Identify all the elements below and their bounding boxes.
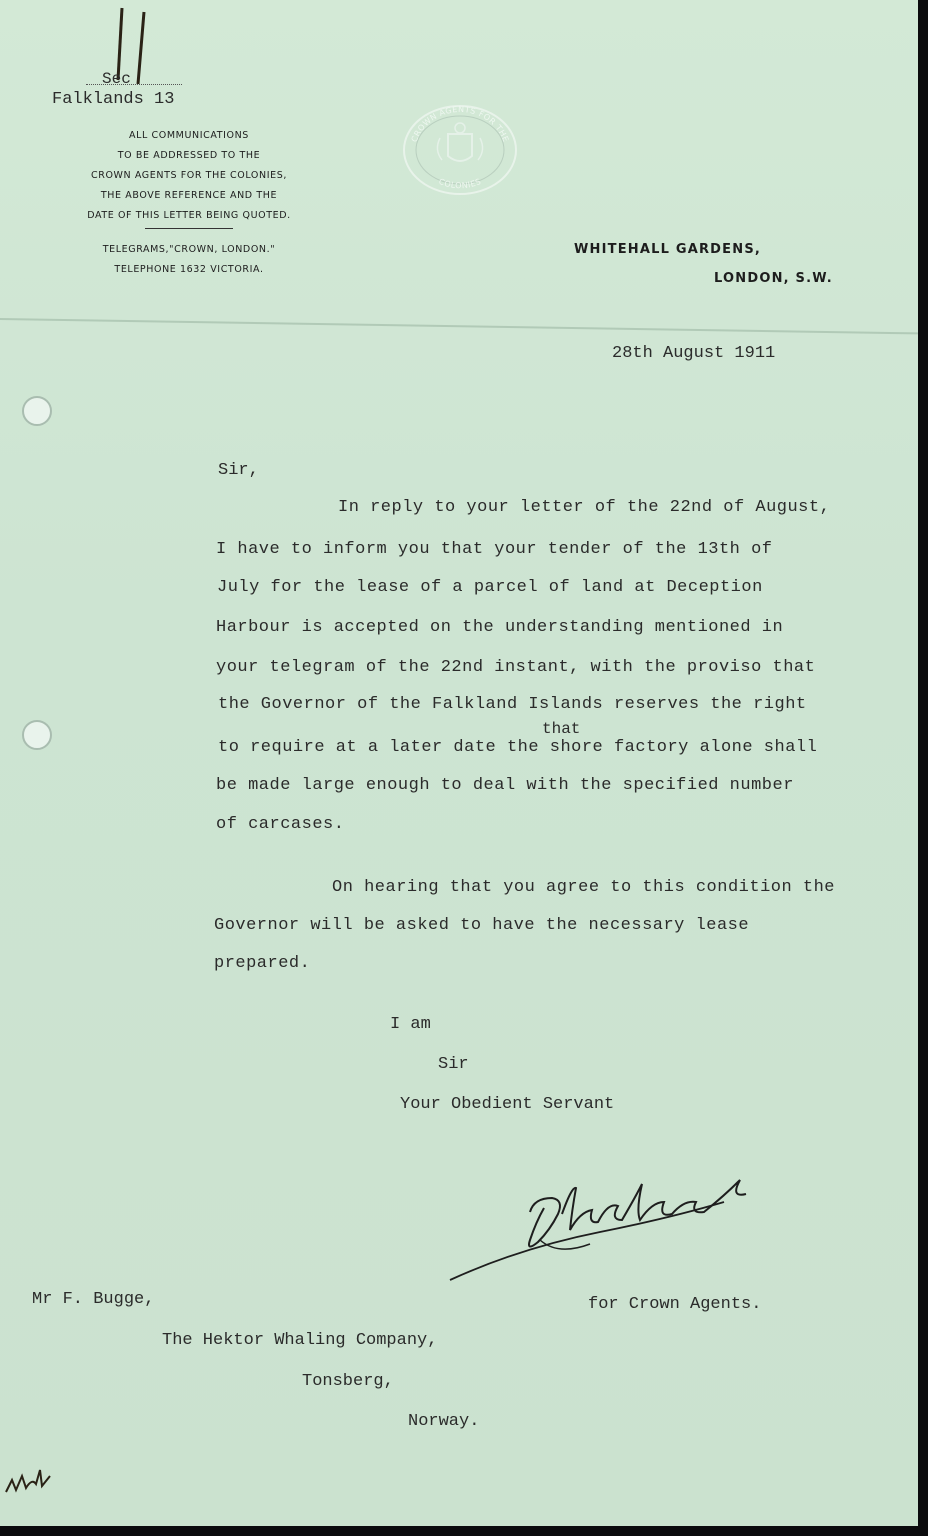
handwritten-signature bbox=[440, 1140, 760, 1290]
body-line: prepared. bbox=[214, 954, 311, 973]
notice-line: CROWN AGENTS FOR THE COLONIES, bbox=[91, 170, 287, 181]
closing-line: Sir bbox=[438, 1055, 469, 1074]
notice-line: ALL COMMUNICATIONS bbox=[129, 130, 249, 141]
letter-date: 28th August 1911 bbox=[612, 344, 776, 363]
margin-scribble bbox=[4, 1462, 52, 1502]
reference-sec: Sec bbox=[102, 70, 131, 88]
notice-line: TO BE ADDRESSED TO THE bbox=[117, 150, 261, 161]
address-line-1: WHITEHALL GARDENS, bbox=[574, 242, 762, 257]
body-line: of carcases. bbox=[216, 815, 345, 834]
body-line: the Governor of the Falkland Islands reserves the right bbox=[218, 695, 807, 714]
letterhead-divider bbox=[145, 228, 233, 229]
reference-file: Falklands 13 bbox=[52, 90, 175, 109]
closing-line: Your Obedient Servant bbox=[400, 1095, 615, 1114]
telegram-info bbox=[60, 240, 318, 280]
closing-line: I am bbox=[390, 1015, 431, 1034]
body-line: In reply to your letter of the 22nd of August, bbox=[338, 498, 831, 517]
body-line: your telegram of the 22nd instant, with the proviso that bbox=[216, 658, 816, 677]
communications-notice bbox=[60, 126, 318, 226]
recipient-country: Norway. bbox=[408, 1412, 480, 1431]
recipient-town: Tonsberg, bbox=[302, 1372, 394, 1391]
handwritten-insertion: that bbox=[542, 720, 581, 738]
punch-hole bbox=[22, 396, 52, 426]
body-line: be made large enough to deal with the specified number bbox=[216, 776, 794, 795]
salutation: Sir, bbox=[218, 461, 259, 480]
notice-line: DATE OF THIS LETTER BEING QUOTED. bbox=[87, 210, 291, 221]
reference-dotted-line bbox=[86, 84, 182, 85]
body-line: On hearing that you agree to this condition the bbox=[332, 878, 835, 897]
body-line: I have to inform you that your tender of the 13th of bbox=[216, 540, 773, 559]
svg-text:CROWN AGENTS FOR THE bbox=[410, 105, 511, 143]
body-line: Governor will be asked to have the necessary lease bbox=[214, 916, 750, 935]
notice-line: THE ABOVE REFERENCE AND THE bbox=[100, 190, 278, 201]
body-line: Harbour is accepted on the understanding mentioned in bbox=[216, 618, 784, 637]
for-crown-agents: for Crown Agents. bbox=[588, 1295, 762, 1314]
telephone-line: TELEPHONE 1632 VICTORIA. bbox=[114, 264, 264, 275]
telegrams-line: TELEGRAMS,"CROWN, LONDON." bbox=[102, 244, 276, 255]
paper-fold bbox=[0, 318, 918, 334]
seal-text-bottom: COLONIES bbox=[437, 176, 483, 191]
embossed-seal-icon bbox=[400, 104, 520, 196]
seal-text-top: CROWN AGENTS FOR THE bbox=[409, 104, 511, 144]
svg-text:COLONIES bbox=[437, 177, 482, 190]
body-line: to require at a later date the shore factory alone shall bbox=[218, 738, 818, 757]
body-line: July for the lease of a parcel of land at Deception bbox=[217, 578, 763, 597]
recipient-company: The Hektor Whaling Company, bbox=[162, 1331, 438, 1350]
punch-hole bbox=[22, 720, 52, 750]
address-line-2: LONDON, S.W. bbox=[714, 271, 833, 286]
recipient-name: Mr F. Bugge, bbox=[32, 1290, 155, 1309]
